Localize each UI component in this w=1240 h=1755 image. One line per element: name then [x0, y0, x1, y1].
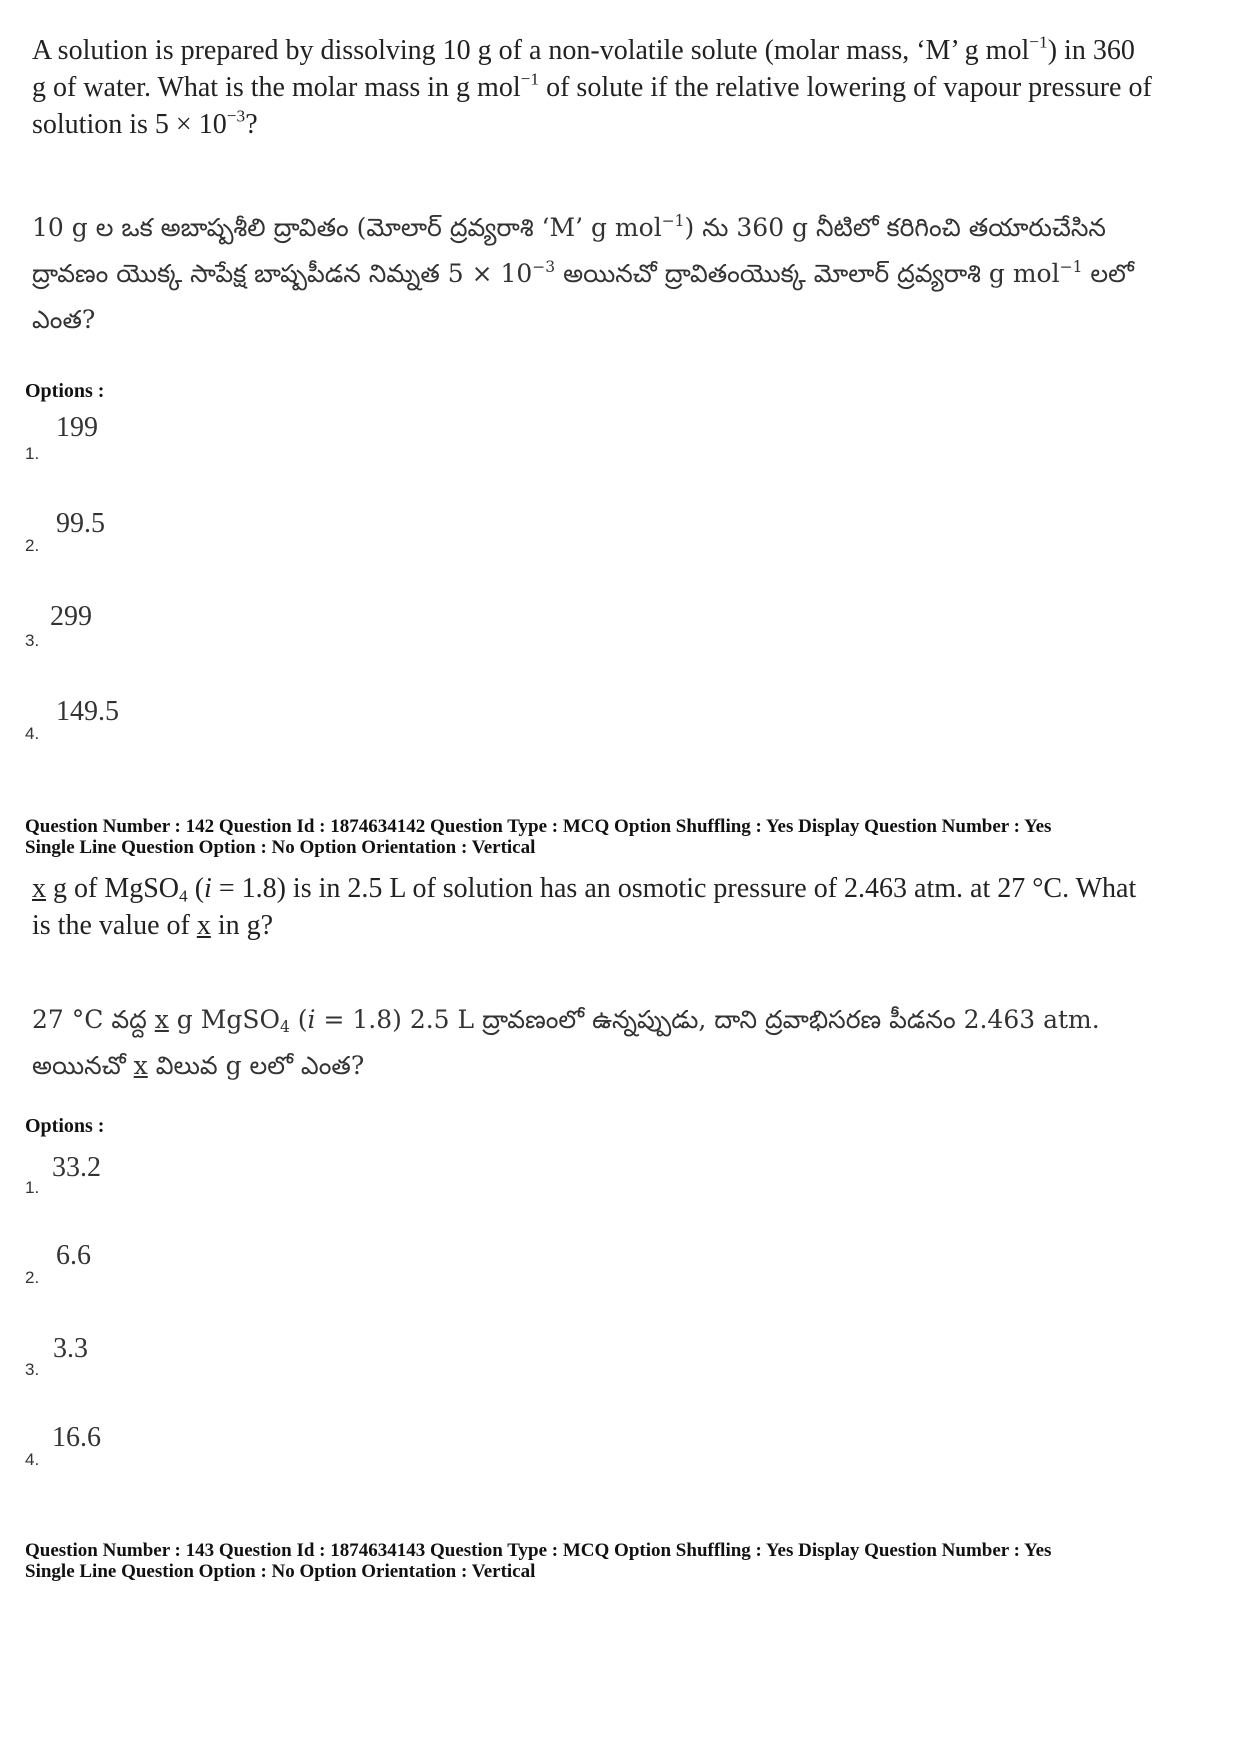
q142-metadata: [25, 816, 1225, 858]
option-number: 3.: [25, 631, 40, 650]
option-number: 1.: [25, 444, 40, 463]
q143-meta-line1: Question Number : 143 Question Id : 1874634143 Question Type : MCQ Option Shuffling : Yes Display Question Number : Yes: [25, 1540, 1052, 1561]
q142-meta-line1: Question Number : 142 Question Id : 1874634142 Question Type : MCQ Option Shuffling : Yes Display Question Number : Yes: [25, 816, 1052, 837]
option-value: 99.5: [56, 508, 105, 539]
option-value: 3.3: [53, 1333, 88, 1364]
q141-options-label: Options :: [25, 380, 105, 402]
option-value: 199: [56, 412, 98, 443]
q141-question-english: A solution is prepared by dissolving 10 g of a non-volatile solute (molar mass, ‘M’ g mol$^{-1}$) in 360 g of water. What is the molar mass in g mol$^{-1}$ of solute if the relative lowering of vapour pressure of solution is $5 \times 10^{-3}$?: [32, 32, 1152, 140]
q142-question-telugu: 27 °C వద్ద x g MgSO$_4$ (i = 1.8) 2.5 L ద్రావణంలో ఉన్నప్పుడు, దాని ద్రవాభిసరణ పీడనం 2.463 atm. అయినచో x విలువ g లలో ఎంత?: [32, 1005, 1100, 1080]
option-number: 4.: [25, 1450, 40, 1469]
q141-question-telugu: 10 g ల ఒక అబాష్పశీలి ద్రావితం (మోలార్ ద్రవ్యరాశి ‘M’ g mol$^{-1}$) ను 360 g నీటిలో కరిగించి తయారుచేసిన ద్రావణం యొక్క సాపేక్ష బాష్పపీడన నిమ్నత $5 \times 10^{-3}$ అయినచో ద్రావితంయొక్క మోలార్ ద్రవ్యరాశి g mol$^{-1}$ లలో ఎంత?: [32, 211, 1134, 334]
option-number: 2.: [25, 536, 40, 555]
option-value: 299: [50, 601, 92, 632]
option-number: 3.: [25, 1360, 40, 1379]
q142-meta-line2: Single Line Question Option : No Option Orientation : Vertical: [25, 837, 536, 858]
q142-options-label: Options :: [25, 1115, 105, 1137]
option-number: 1.: [25, 1178, 40, 1197]
option-value: 149.5: [56, 696, 119, 727]
q143-metadata: [25, 1540, 1225, 1582]
q142-question-english: x g of MgSO$_4$ (i = 1.8) is in 2.5 L of solution has an osmotic pressure of 2.463 atm. at 27 °C. What is the value of x in g?: [32, 873, 1137, 941]
option-number: 4.: [25, 724, 40, 743]
option-value: 6.6: [56, 1240, 91, 1271]
q143-meta-line2: Single Line Question Option : No Option Orientation : Vertical: [25, 1561, 536, 1582]
option-value: 33.2: [52, 1152, 101, 1183]
option-number: 2.: [25, 1268, 40, 1287]
option-value: 16.6: [52, 1422, 101, 1453]
